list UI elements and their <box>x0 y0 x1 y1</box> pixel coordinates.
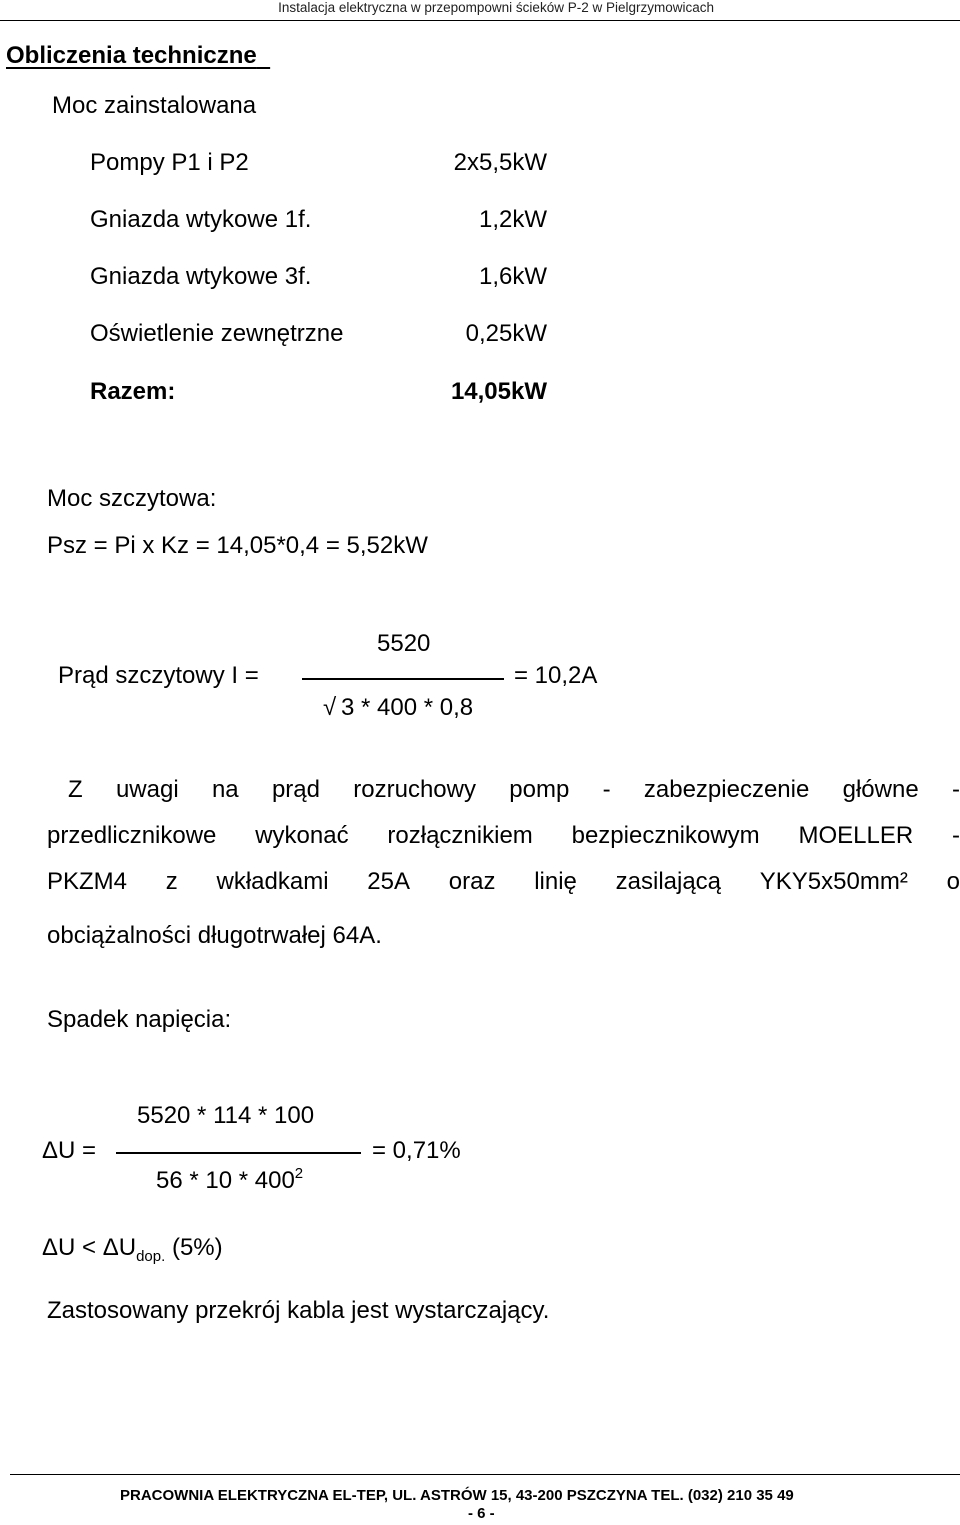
paragraph-word: - <box>602 776 611 803</box>
paragraph-word: 25A <box>367 868 410 895</box>
peak-current-result: = 10,2A <box>514 662 598 689</box>
voltage-drop-denominator: 56 * 10 * 400 <box>156 1167 295 1194</box>
paragraph-word: PKZM4 <box>47 868 128 895</box>
paragraph-word: rozłącznikiem <box>387 822 533 849</box>
power-row-value: 0,25kW <box>465 320 547 347</box>
power-row-value: 2x5,5kW <box>453 149 547 176</box>
paragraph-word: YKY5x50mm² <box>759 868 908 895</box>
voltage-drop-result: = 0,71% <box>372 1137 461 1164</box>
paragraph-word: rozruchowy <box>353 776 476 803</box>
peak-current-fraction-bar <box>302 678 504 680</box>
paragraph-words <box>68 776 960 804</box>
conclusion-text: Zastosowany przekrój kabla jest wystarczający. <box>47 1297 550 1324</box>
paragraph-word: bezpiecznikowym <box>571 822 760 849</box>
peak-current-label: Prąd szczytowy I = <box>58 662 259 689</box>
voltage-drop-exponent: 2 <box>294 1165 304 1182</box>
paragraph-word: wykonać <box>255 822 349 849</box>
paragraph-word: o <box>946 868 960 895</box>
peak-current-numerator: 5520 <box>377 630 431 657</box>
voltage-drop-numerator: 5520 * 114 * 100 <box>137 1102 315 1129</box>
paragraph-word: MOELLER <box>798 822 914 849</box>
condition-subscript: dop. <box>136 1248 166 1265</box>
peak-power-heading: Moc szczytowa: <box>47 485 217 512</box>
paragraph-word: - <box>951 776 960 803</box>
paragraph-last-line: obciążalności długotrwałej 64A. <box>47 922 382 949</box>
paragraph-word: pomp <box>509 776 570 803</box>
footer-company: PRACOWNIA ELEKTRYCZNA EL-TEP, UL. ASTRÓW 15, 43-200 PSZCZYNA TEL. (032) 210 35 49 <box>120 1487 794 1504</box>
power-row-value: 1,2kW <box>478 206 547 233</box>
power-row-label: Gniazda wtykowe 1f. <box>90 206 312 233</box>
peak-power-formula: Psz = Pi x Kz = 14,05*0,4 = 5,52kW <box>47 532 428 559</box>
paragraph-word: uwagi <box>115 776 179 803</box>
paragraph-word: Z <box>68 776 83 803</box>
paragraph-word: linię <box>534 868 577 895</box>
installed-power-heading: Moc zainstalowana <box>52 92 257 119</box>
page-number: - 6 - <box>468 1505 495 1522</box>
paragraph-word: oraz <box>448 868 496 895</box>
paragraph-line <box>68 776 960 804</box>
voltage-drop-lhs: ΔU = <box>42 1137 97 1164</box>
paragraph-words <box>47 822 960 850</box>
paragraph-words <box>47 868 960 896</box>
paragraph-word: zasilającą <box>615 868 722 895</box>
paragraph-word: na <box>211 776 239 803</box>
paragraph-word: główne <box>842 776 919 803</box>
paragraph-word: wkładkami <box>216 868 329 895</box>
power-row-label: Gniazda wtykowe 3f. <box>90 263 312 290</box>
section-title: Obliczenia techniczne <box>6 42 257 69</box>
footer-divider <box>10 1474 960 1475</box>
paragraph-line <box>47 868 960 896</box>
voltage-drop-condition <box>42 1234 223 1265</box>
power-row-label: Oświetlenie zewnętrzne <box>90 320 344 347</box>
condition-u: ΔU <box>102 1234 137 1261</box>
power-row-value: 1,6kW <box>478 263 547 290</box>
paragraph-word: z <box>165 868 178 895</box>
voltage-drop-fraction-bar <box>116 1152 361 1154</box>
sqrt-icon: √ <box>323 694 337 721</box>
header-divider <box>0 20 960 21</box>
paragraph-word: przedlicznikowe <box>47 822 217 849</box>
header-title: Instalacja elektryczna w przepompowni ścieków P-2 w Pielgrzymowicach <box>278 0 714 15</box>
voltage-drop-denominator-wrap <box>156 1167 303 1195</box>
voltage-drop-heading: Spadek napięcia: <box>47 1006 232 1033</box>
peak-current-denominator: 3 * 400 * 0,8 <box>341 694 474 721</box>
condition-lhs: ΔU < <box>42 1234 103 1261</box>
condition-tail: (5%) <box>165 1234 223 1261</box>
paragraph-word: - <box>952 822 960 849</box>
total-label: Razem: <box>90 378 176 405</box>
total-value: 14,05kW <box>450 378 547 405</box>
paragraph-word: prąd <box>271 776 320 803</box>
paragraph-word: zabezpieczenie <box>643 776 810 803</box>
paragraph-line <box>47 822 960 850</box>
power-row-label: Pompy P1 i P2 <box>90 149 249 176</box>
